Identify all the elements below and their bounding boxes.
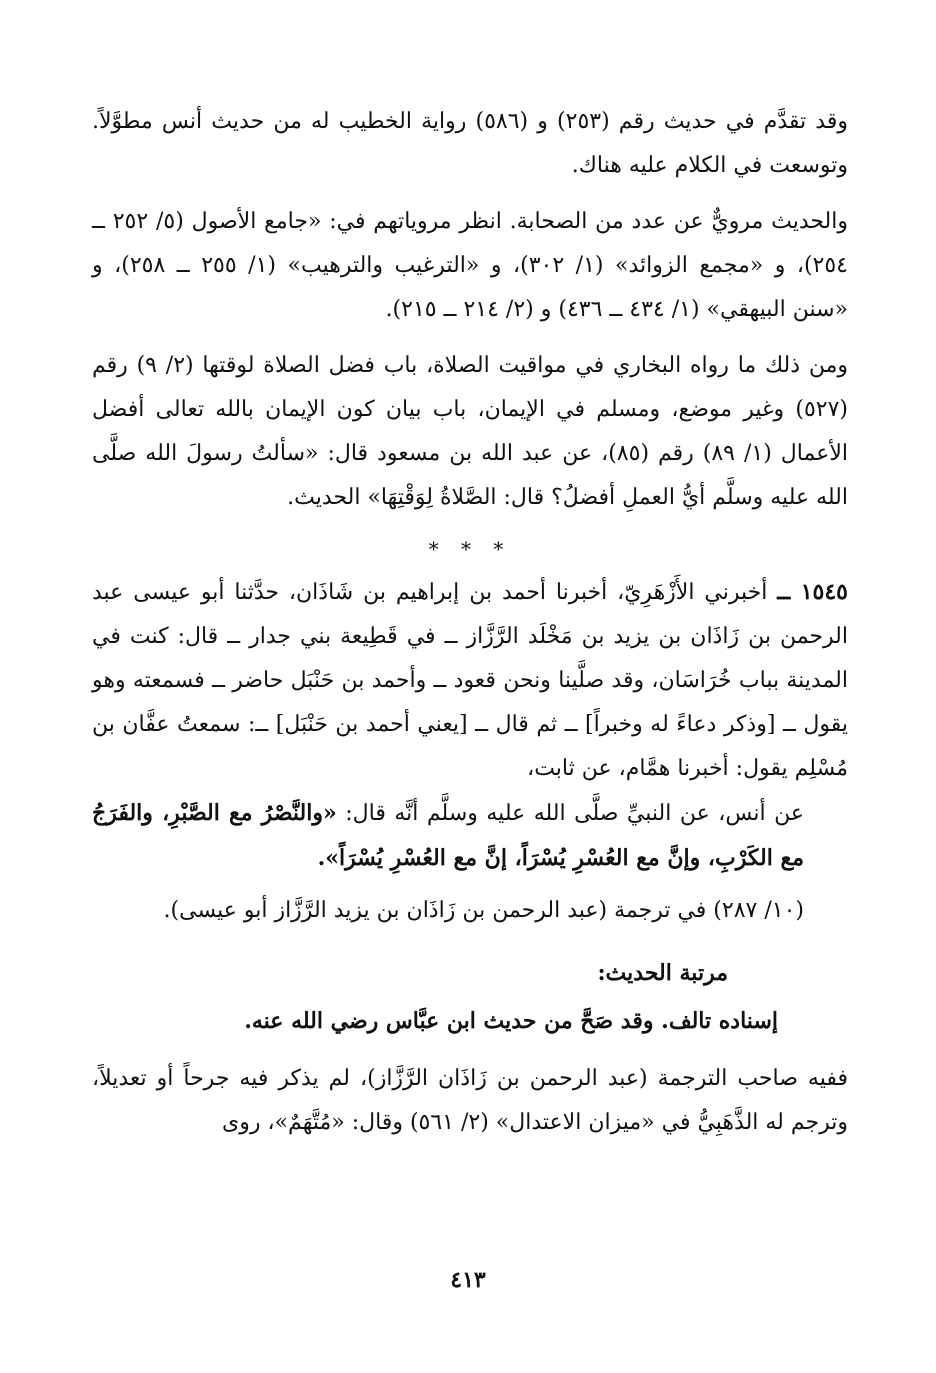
paragraph-sources: والحديث مرويٌّ عن عدد من الصحابة. انظر مروياتهم في: «جامع الأصول (٥/ ٢٥٢ ــ ٢٥٤)، و «مجمع الزوائد» (١/ ٣٠٢)، و «الترغيب والترهيب» (١/ ٢٥٥ ــ ٢٥٨)، و «سنن البيهقي» (١/ ٤٣٤ ــ ٤٣٦) و (٢/ ٢١٤ ــ ٢١٥).: [92, 209, 849, 322]
section-heading: مرتبة الحديث:: [597, 960, 728, 986]
section-separator: * * *: [428, 537, 512, 561]
hadith-isnad: أخبرني الأَزْهَرِيّ، أخبرنا أحمد بن إبراهيم بن شَاذَان، حدَّثنا أبو عيسى عبد الرحمن بن زَاذَان بن يزيد بن مَخْلَد الرَّزَّاز ــ في قَطِيعة بني جدار ــ قال: كنت في المدينة بباب خُرَاسَان، وقد صلَّينا ونحن قعود ــ وأحمد بن حَنْبَل حاضر ــ فسمعته وهو يقول ــ [وذكر دعاءً له وخبراً] ــ ثم قال ــ [يعني أحمد بن حَنْبَل] ــ: سمعتُ عفَّان بن مُسْلِم يقول: أخبرنا همَّام، عن ثابت،: [92, 580, 848, 781]
page-number: ٤١٣: [450, 1267, 486, 1293]
hadith-matn-text: «والنَّصْرُ مع الصَّبْرِ، والفَرَجُ مع الكَرْبِ، وإنَّ مع العُسْرِ يُسْرَاً، إنَّ مع العُسْرِ يُسْرَاً».: [92, 800, 804, 871]
paragraph-bukhari-muslim: ومن ذلك ما رواه البخاري في مواقيت الصلاة، باب فضل الصلاة لوقتها (٢/ ٩) رقم (٥٢٧) وغير موضع، ومسلم في الإيمان، باب بيان كون الإيمان بالله تعالى أفضل الأعمال (١/ ٨٩) رقم (٨٥)، عن عبد الله بن مسعود قال: «سألتُ رسولَ الله صلَّى الله عليه وسلَّم أيُّ العملِ أفضلُ؟ قال: الصَّلاةُ لِوَقْتِهَا» الحديث.: [92, 353, 848, 510]
hadith-grading: إسناده تالف. وقد صَحَّ من حديث ابن عبَّاس رضي الله عنه.: [244, 1008, 778, 1034]
hadith-number: ١٥٤٥ ــ: [777, 579, 848, 605]
hadith-matn-intro: عن أنس، عن النبيِّ صلَّى الله عليه وسلَّم أنَّه قال:: [345, 801, 805, 826]
grading-explanation: ففيه صاحب الترجمة (عبد الرحمن بن زَاذَان الرَّزَّاز)، لم يذكر فيه جرحاً أو تعديلاً، وترجم له الذَّهَبِيُّ في «ميزان الاعتدال» (٢/ ٥٦١) وقال: «مُتَّهَمٌ»، روى: [92, 1066, 848, 1135]
paragraph-previous-reference: وقد تقدَّم في حديث رقم (٢٥٣) و (٥٨٦) رواية الخطيب له من حديث أنس مطوَّلاً. وتوسعت في الكلام عليه هناك.: [92, 109, 848, 178]
hadith-matn-block: [92, 791, 848, 881]
hadith-isnad-block: [92, 570, 848, 791]
hadith-source: (١٠/ ٢٨٧) في ترجمة (عبد الرحمن بن زَاذَان بن يزيد الرَّزَّاز أبو عيسى).: [163, 898, 804, 923]
